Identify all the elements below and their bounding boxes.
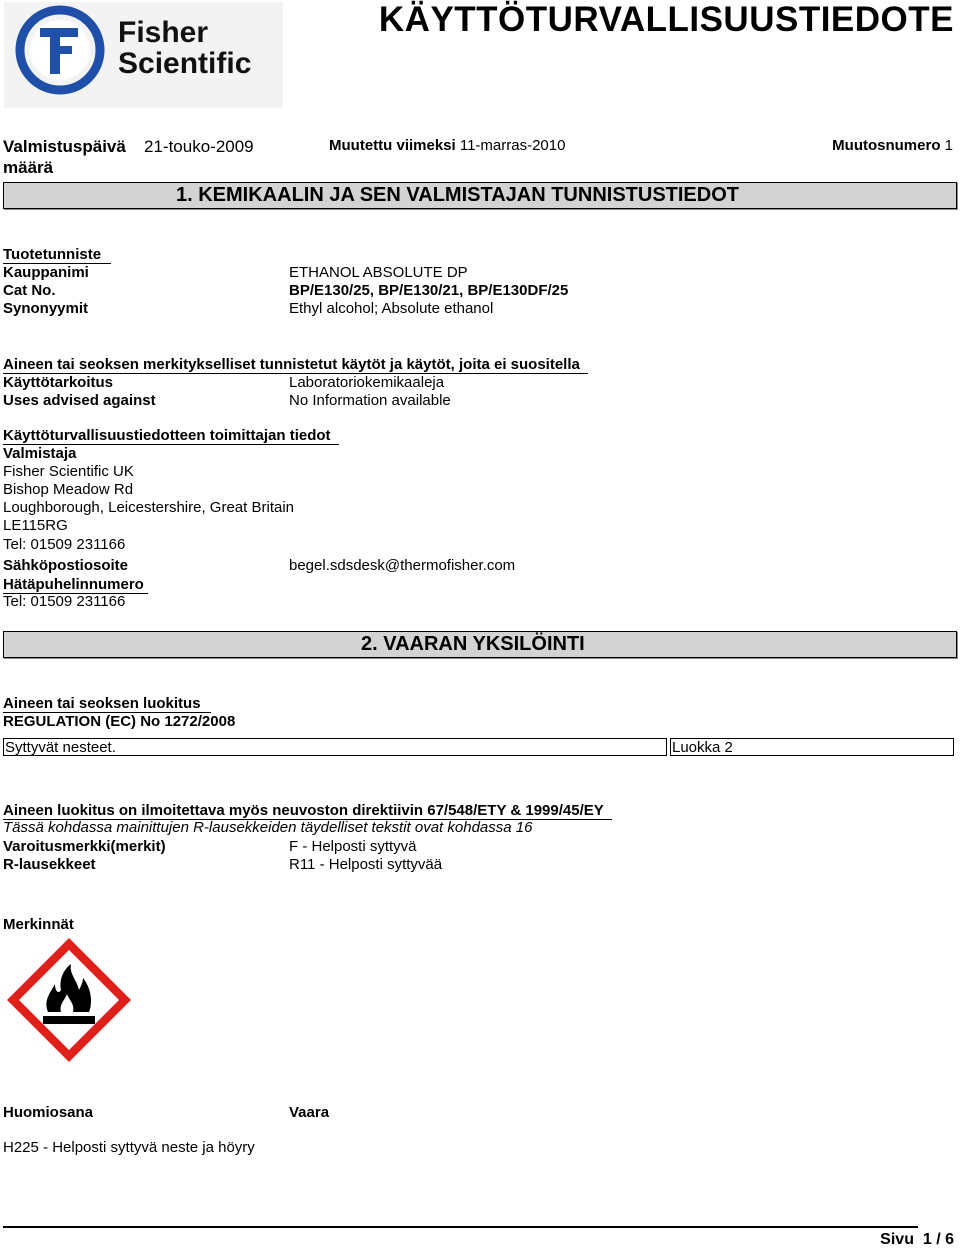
emergency-value: Tel: 01509 231166 [3, 593, 126, 610]
page-number: 1 / 6 [922, 1231, 954, 1248]
symbols-label: Varoitusmerkki(merkit) [3, 838, 166, 855]
section-1-header [3, 182, 957, 209]
hazard-statement: H225 - Helposti syttyvä neste ja höyry [3, 1139, 255, 1156]
address-line: Fisher Scientific UK [3, 463, 134, 480]
document-title: KÄYTTÖTURVALLISUUSTIEDOTE [378, 0, 954, 39]
revised-value: 11-marras-2010 [459, 137, 566, 154]
intended-use-value: Laboratoriokemikaaleja [289, 374, 445, 391]
cat-no-label: Cat No. [3, 282, 56, 299]
address-line: Loughborough, Leicestershire, Great Britain [3, 499, 295, 516]
cat-no-value: BP/E130/25, BP/E130/21, BP/E130DF/25 [289, 282, 569, 299]
signal-word-label: Huomiosana [3, 1104, 94, 1121]
brand-line2: Scientific [118, 47, 252, 80]
uses-heading: Aineen tai seoksen merkitykselliset tunnistetut käytöt ja käytöt, joita ei suositella [3, 356, 588, 374]
synonyms-label: Synonyymit [3, 300, 89, 317]
symbols-value: F - Helposti syttyvä [289, 838, 417, 855]
product-id-heading: Tuotetunniste [3, 246, 111, 264]
revision-value: 1 [944, 137, 953, 154]
hazard-category-cell: Luokka 2 [670, 738, 954, 756]
r-phrases-value: R11 - Helposti syttyvää [289, 856, 443, 873]
page-label: Sivu [880, 1231, 914, 1248]
section-2-title: 2. VAARAN YKSILÖINTI [361, 633, 585, 655]
r-phrases-note: Tässä kohdassa mainittujen R-lausekkeiden täydelliset tekstit ovat kohdassa 16 [3, 819, 533, 836]
trade-name-label: Kauppanimi [3, 264, 89, 281]
email-label: Sähköpostiosoite [3, 557, 129, 574]
r-phrases-label: R-lausekkeet [3, 856, 96, 873]
footer-divider [3, 1226, 918, 1228]
email-value[interactable]: begel.sdsdesk@thermofisher.com [289, 557, 516, 574]
brand-line1: Fisher [118, 16, 209, 49]
prep-date-label-cont: määrä [3, 158, 54, 177]
section-1-title: 1. KEMIKAALIN JA SEN VALMISTAJAN TUNNISTUSTIEDOT [176, 184, 739, 206]
supplier-heading: Käyttöturvallisuustiedotteen toimittajan tiedot [3, 427, 339, 445]
flame-pictogram-icon [3, 934, 135, 1066]
trade-name-value: ETHANOL ABSOLUTE DP [289, 264, 468, 281]
classification-heading: Aineen tai seoksen luokitus [3, 695, 211, 713]
synonyms-value: Ethyl alcohol; Absolute ethanol [289, 300, 494, 317]
prep-date-label: Valmistuspäivä [3, 137, 126, 156]
uses-against-label: Uses advised against [3, 392, 156, 409]
regulation-label: REGULATION (EC) No 1272/2008 [3, 713, 236, 730]
labels-heading: Merkinnät [3, 916, 74, 933]
prep-date-value: 21-touko-2009 [144, 137, 254, 156]
address-line: Tel: 01509 231166 [3, 536, 126, 553]
directive-heading: Aineen luokitus on ilmoitettava myös neuvoston direktiivin 67/548/ETY & 1999/45/EY [3, 802, 612, 820]
address-line: Bishop Meadow Rd [3, 481, 134, 498]
intended-use-label: Käyttötarkoitus [3, 374, 114, 391]
signal-word-value: Vaara [289, 1104, 330, 1121]
manufacturer-label: Valmistaja [3, 445, 77, 462]
hazard-class-cell: Syttyvät nesteet. [3, 738, 667, 756]
emergency-label: Hätäpuhelinnumero [3, 576, 148, 594]
company-logo [4, 2, 283, 108]
address-line: LE115RG [3, 517, 68, 534]
section-2-header [3, 631, 957, 658]
revised-label: Muutettu viimeksi [329, 137, 456, 154]
uses-against-value: No Information available [289, 392, 451, 409]
revision-label: Muutosnumero [832, 137, 941, 154]
